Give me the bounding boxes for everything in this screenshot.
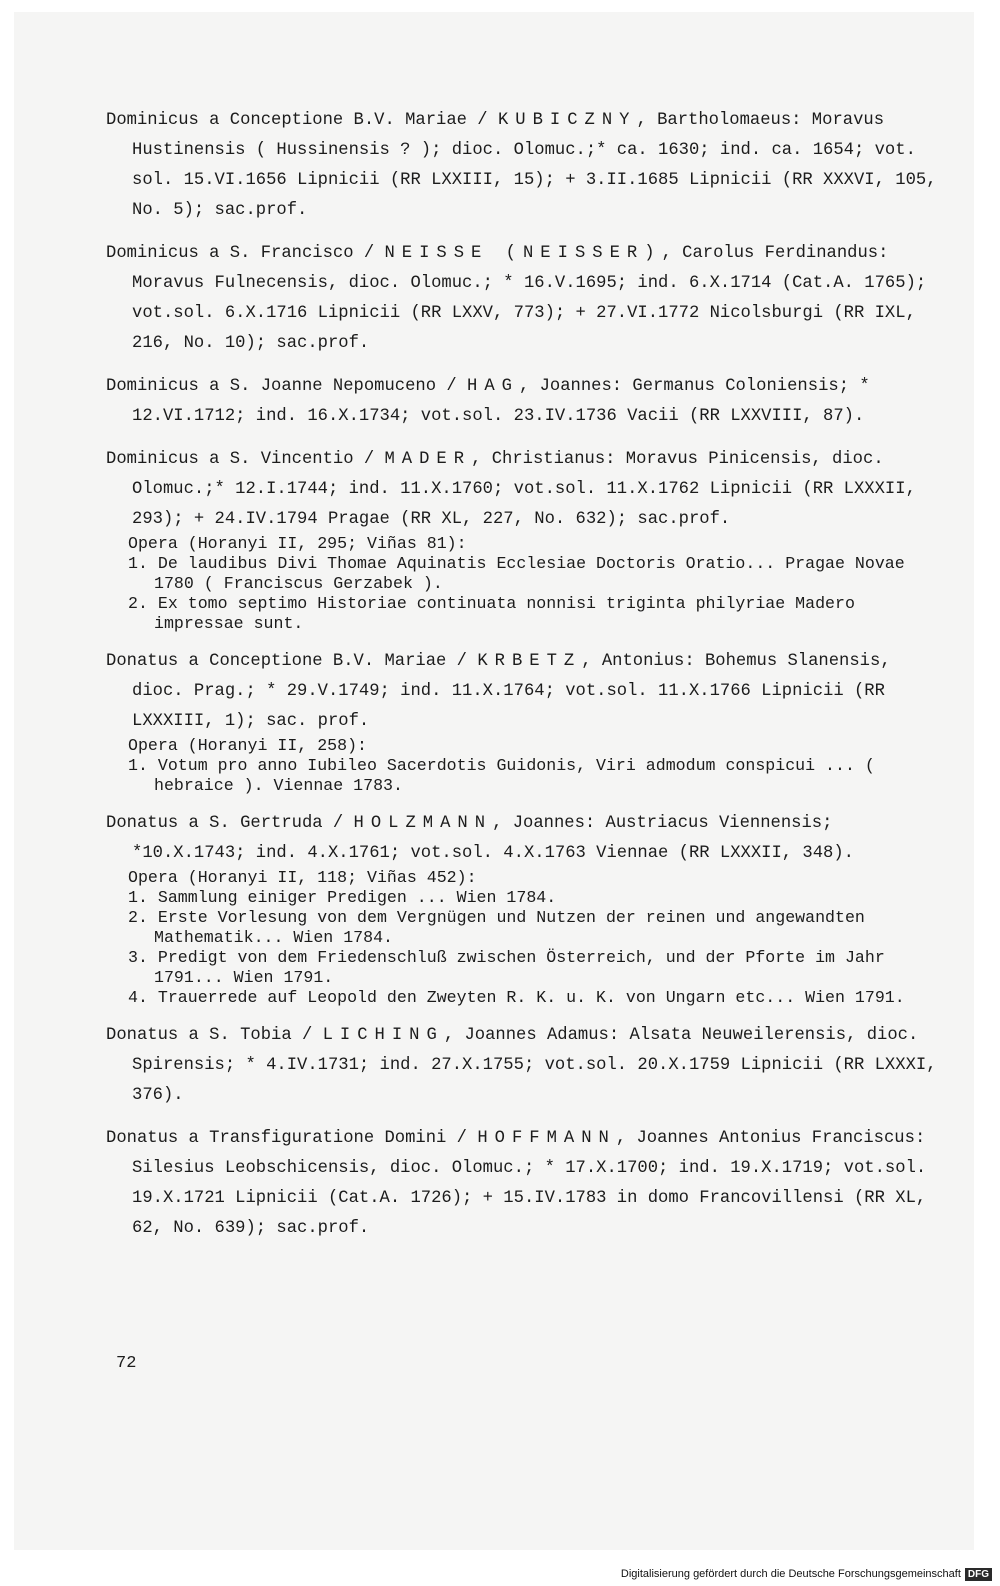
works-list bbox=[128, 888, 946, 1008]
entry-name: Dominicus a S. Vincentio / bbox=[106, 450, 385, 469]
entry-surname: KRBETZ bbox=[477, 652, 582, 671]
entry-name: Dominicus a Conceptione B.V. Mariae / bbox=[106, 111, 498, 130]
entry-kubiczny bbox=[106, 106, 946, 226]
entry-heading bbox=[106, 1021, 946, 1111]
entry-name: Donatus a Transfiguratione Domini / bbox=[106, 1129, 478, 1148]
works-section bbox=[106, 534, 946, 634]
entry-surname: HAG bbox=[467, 377, 519, 396]
page-number: 72 bbox=[116, 1354, 137, 1373]
entries-list bbox=[106, 106, 946, 1257]
works-list bbox=[128, 554, 946, 634]
entry-name: Dominicus a S. Joanne Nepomuceno / bbox=[106, 377, 467, 396]
entry-details: , Carolus Ferdinandus: Moravus Fulnecensis, dioc. Olomuc.; * 16.V.1695; ind. 6.X.1714 (Cat.A. 1765); vot.sol. 6.X.1716 Lipnicii (RR LXXV, 773); + 27.VI.1772 Nicolsburgi (RR IXL, 216, No. 10); sac.prof. bbox=[132, 244, 927, 353]
entry-details: , Joannes: Germanus Coloniensis; * 12.VI.1712; ind. 16.X.1734; vot.sol. 23.IV.1736 Vacii (RR LXXVIII, 87). bbox=[132, 377, 870, 426]
entry-surname: NEISSE (NEISSER) bbox=[384, 244, 662, 263]
opera-heading: Opera (Horanyi II, 118; Viñas 452): bbox=[128, 868, 477, 887]
work-item: 4. Trauerrede auf Leopold den Zweyten R. K. u. K. von Ungarn etc... Wien 1791. bbox=[128, 988, 905, 1007]
dfg-logo-icon: DFG bbox=[965, 1568, 992, 1581]
entry-surname: KUBICZNY bbox=[497, 111, 637, 130]
funding-footer bbox=[621, 1567, 992, 1581]
works-list bbox=[128, 756, 946, 796]
footer-text: Digitalisierung gefördert durch die Deutsche Forschungsgemeinschaft bbox=[620, 1568, 961, 1580]
entry-details: , Antonius: Bohemus Slanensis, dioc. Prag.; * 29.V.1749; ind. 11.X.1764; vot.sol. 11.X.1766 Lipnicii (RR LXXXIII, 1); sac. prof. bbox=[132, 652, 891, 731]
entry-details: , Joannes Antonius Franciscus: Silesius Leobschicensis, dioc. Olomuc.; * 17.X.1700; ind. 19.X.1719; vot.sol. 19.X.1721 Lipnicii (Cat.A. 1726); + 15.IV.1783 in domo Francovillensi (RR XL, 62, No. 639); sac.prof. bbox=[132, 1129, 927, 1238]
work-item: 1. Votum pro anno Iubileo Sacerdotis Guidonis, Viri admodum conspicui ... ( hebraice ). Viennae 1783. bbox=[128, 756, 875, 795]
entry-heading bbox=[106, 372, 946, 432]
opera-heading: Opera (Horanyi II, 295; Viñas 81): bbox=[128, 534, 467, 553]
works-section bbox=[106, 736, 946, 796]
entry-surname: LICHING bbox=[322, 1026, 444, 1045]
entry-heading bbox=[106, 445, 946, 535]
entry-heading bbox=[106, 809, 946, 869]
work-item: 1. Sammlung einiger Predigen ... Wien 1784. bbox=[128, 888, 557, 907]
entry-heading bbox=[106, 239, 946, 359]
entry-heading bbox=[106, 647, 946, 737]
work-item: 3. Predigt von dem Friedenschluß zwischen Österreich, und der Pforte im Jahr 1791... Wien 1791. bbox=[128, 948, 885, 987]
entry-name: Donatus a Conceptione B.V. Mariae / bbox=[106, 652, 478, 671]
entry-surname: HOLZMANN bbox=[353, 814, 493, 833]
entry-details: , Joannes Adamus: Alsata Neuweilerensis, dioc. Spirensis; * 4.IV.1731; ind. 27.X.1755; vot.sol. 20.X.1759 Lipnicii (RR LXXXI, 376). bbox=[132, 1026, 937, 1105]
entry-neisse bbox=[106, 239, 946, 359]
entry-heading bbox=[106, 106, 946, 226]
entry-mader bbox=[106, 445, 946, 634]
works-section bbox=[106, 868, 946, 1008]
work-item: 2. Erste Vorlesung von dem Vergnügen und Nutzen der reinen und angewandten Mathematik... Wien 1784. bbox=[128, 908, 865, 947]
entry-krbetz bbox=[106, 647, 946, 796]
entry-name: Donatus a S. Tobia / bbox=[106, 1026, 323, 1045]
entry-hoffmann bbox=[106, 1124, 946, 1244]
entry-hag bbox=[106, 372, 946, 432]
entry-holzmann bbox=[106, 809, 946, 1008]
entry-liching bbox=[106, 1021, 946, 1111]
opera-heading: Opera (Horanyi II, 258): bbox=[128, 736, 367, 755]
entry-details: , Joannes: Austriacus Viennensis; *10.X.1743; ind. 4.X.1761; vot.sol. 4.X.1763 Viennae (RR LXXXII, 348). bbox=[132, 814, 854, 863]
entry-heading bbox=[106, 1124, 946, 1244]
work-item: 2. Ex tomo septimo Historiae continuata nonnisi triginta philyriae Madero impressae sunt. bbox=[128, 594, 855, 633]
entry-details: , Bartholomaeus: Moravus Hustinensis ( Hussinensis ? ); dioc. Olomuc.;* ca. 1630; ind. ca. 1654; vot. sol. 15.VI.1656 Lipnicii (RR LXXIII, 15); + 3.II.1685 Lipnicii (RR XXXVI, 105, No. 5); sac.prof. bbox=[132, 111, 937, 220]
entry-name: Dominicus a S. Francisco / bbox=[106, 244, 385, 263]
entry-surname: HOFFMANN bbox=[477, 1129, 616, 1148]
entry-name: Donatus a S. Gertruda / bbox=[106, 814, 354, 833]
document-page bbox=[14, 12, 974, 1550]
work-item: 1. De laudibus Divi Thomae Aquinatis Ecclesiae Doctoris Oratio... Pragae Novae 1780 ( Franciscus Gerzabek ). bbox=[128, 554, 905, 593]
entry-surname: MADER bbox=[384, 450, 472, 469]
entry-details: , Christianus: Moravus Pinicensis, dioc. Olomuc.;* 12.I.1744; ind. 11.X.1760; vot.sol. 11.X.1762 Lipnicii (RR LXXXII, 293); + 24.IV.1794 Pragae (RR XL, 227, No. 632); sac.prof. bbox=[132, 450, 916, 529]
